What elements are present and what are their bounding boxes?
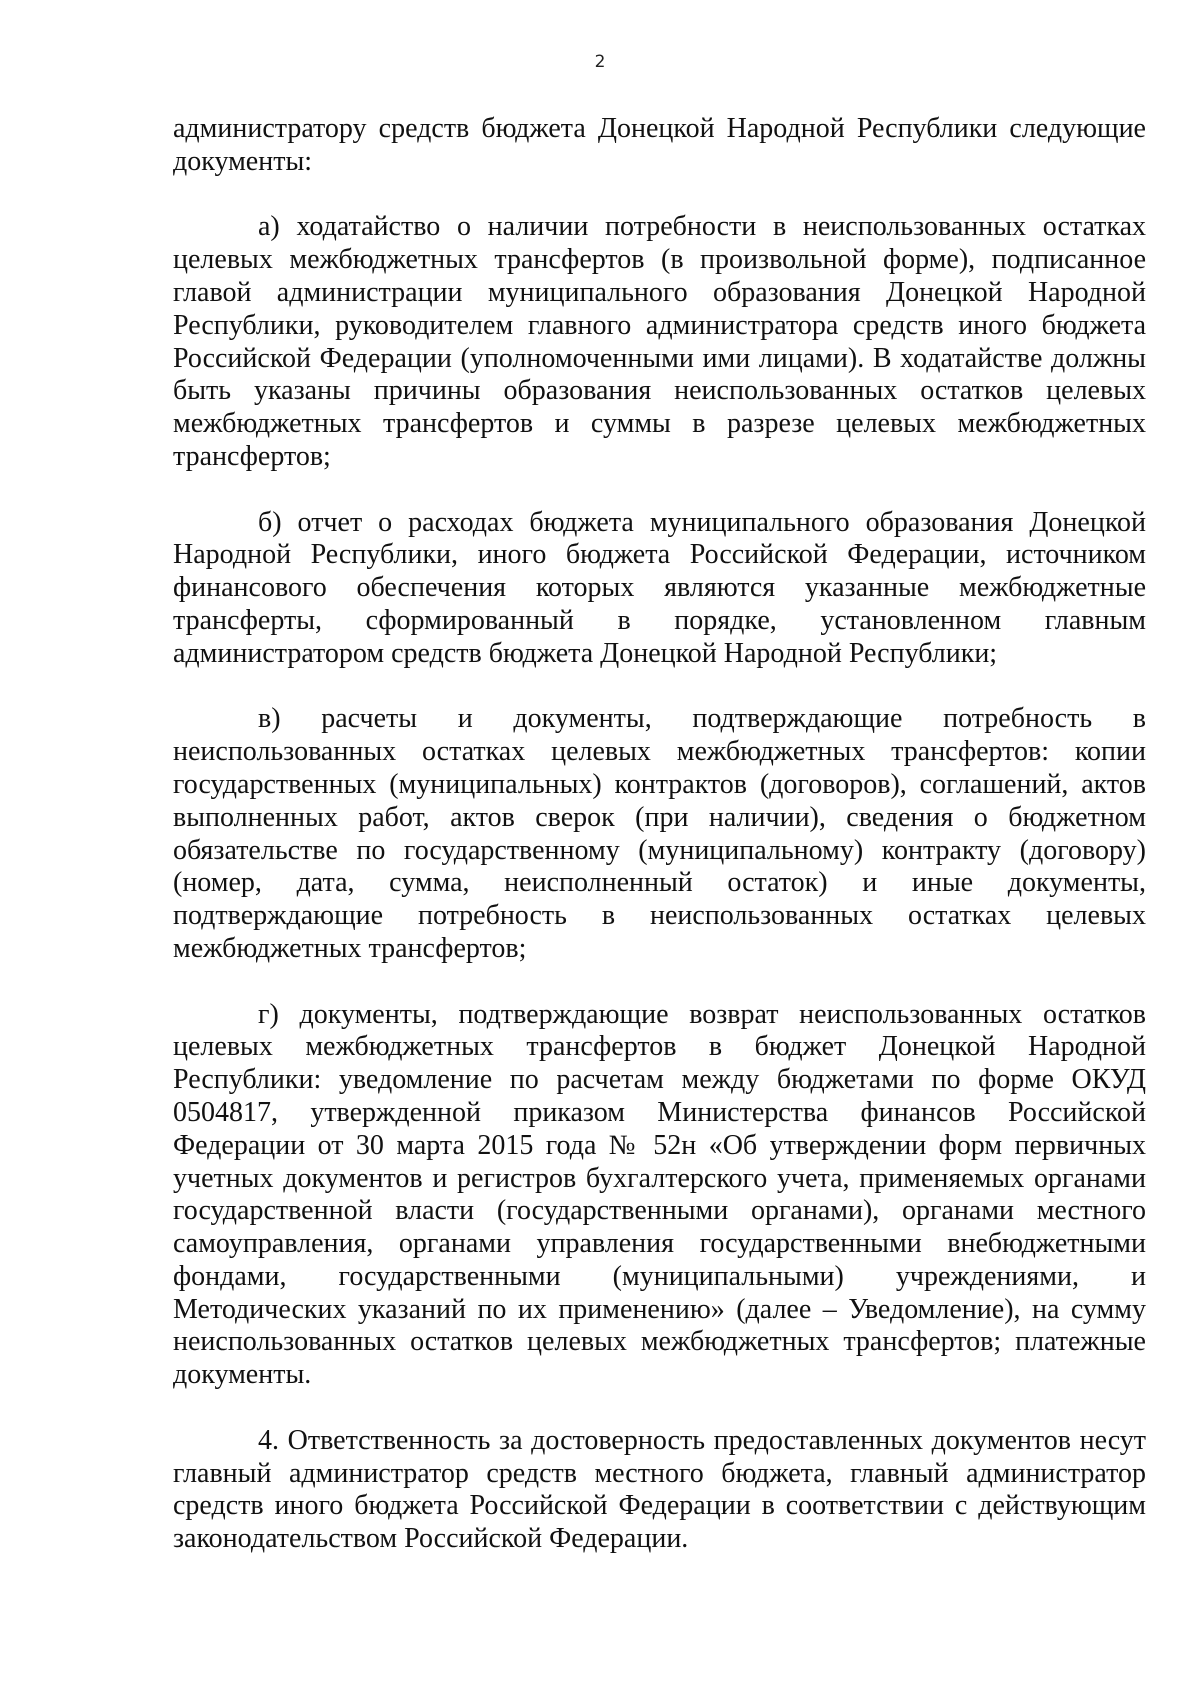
paragraph-item-g: г) документы, подтверждающие возврат неиспользованных остатков целевых межбюджетных трансфертов в бюджет Донецкой Народной Республики: уведомление по расчетам между бюджетами по форме ОКУД 0504817, утвержденной приказом Министерства финансов Российской Федерации от 30 марта 2015 года № 52н «Об утверждении форм первичных учетных документов и регистров бухгалтерского учета, применяемых органами государственной власти (государственными органами), органами местного самоуправления, органами управления государственными внебюджетными фондами, государственными (муниципальными) учреждениями, и Методических указаний по их применению» (далее – Уведомление), на сумму неиспользованных остатков целевых межбюджетных трансфертов; платежные документы. [173, 998, 1146, 1391]
page-number: 2 [594, 52, 606, 72]
paragraph-section-4: 4. Ответственность за достоверность предоставленных документов несут главный администратор средств местного бюджета, главный администратор средств иного бюджета Российской Федерации в соответствии с действующим законодательством Российской Федерации. [173, 1424, 1146, 1555]
document-body [173, 113, 1146, 1589]
paragraph-item-a: а) ходатайство о наличии потребности в неиспользованных остатках целевых межбюджетных трансфертов (в произвольной форме), подписанное главой администрации муниципального образования Донецкой Народной Республики, руководителем главного администратора средств иного бюджета Российской Федерации (уполномоченными ими лицами). В ходатайстве должны быть указаны причины образования неиспользованных остатков целевых межбюджетных трансфертов и суммы в разрезе целевых межбюджетных трансфертов; [173, 211, 1146, 472]
paragraph-item-v: в) расчеты и документы, подтверждающие потребность в неиспользованных остатках целевых межбюджетных трансфертов: копии государственных (муниципальных) контрактов (договоров), соглашений, актов выполненных работ, актов сверок (при наличии), сведения о бюджетном обязательстве по государственному (муниципальному) контракту (договору) (номер, дата, сумма, неисполненный остаток) и иные документы, подтверждающие потребность в неиспользованных остатках целевых межбюджетных трансфертов; [173, 703, 1146, 964]
paragraph-item-b: б) отчет о расходах бюджета муниципального образования Донецкой Народной Республики, иного бюджета Российской Федерации, источником финансового обеспечения которых являются указанные межбюджетные трансферты, сформированный в порядке, установленном главным администратором средств бюджета Донецкой Народной Республики; [173, 506, 1146, 669]
paragraph-intro-continuation: администратору средств бюджета Донецкой Народной Республики следующие документы: [173, 113, 1146, 177]
